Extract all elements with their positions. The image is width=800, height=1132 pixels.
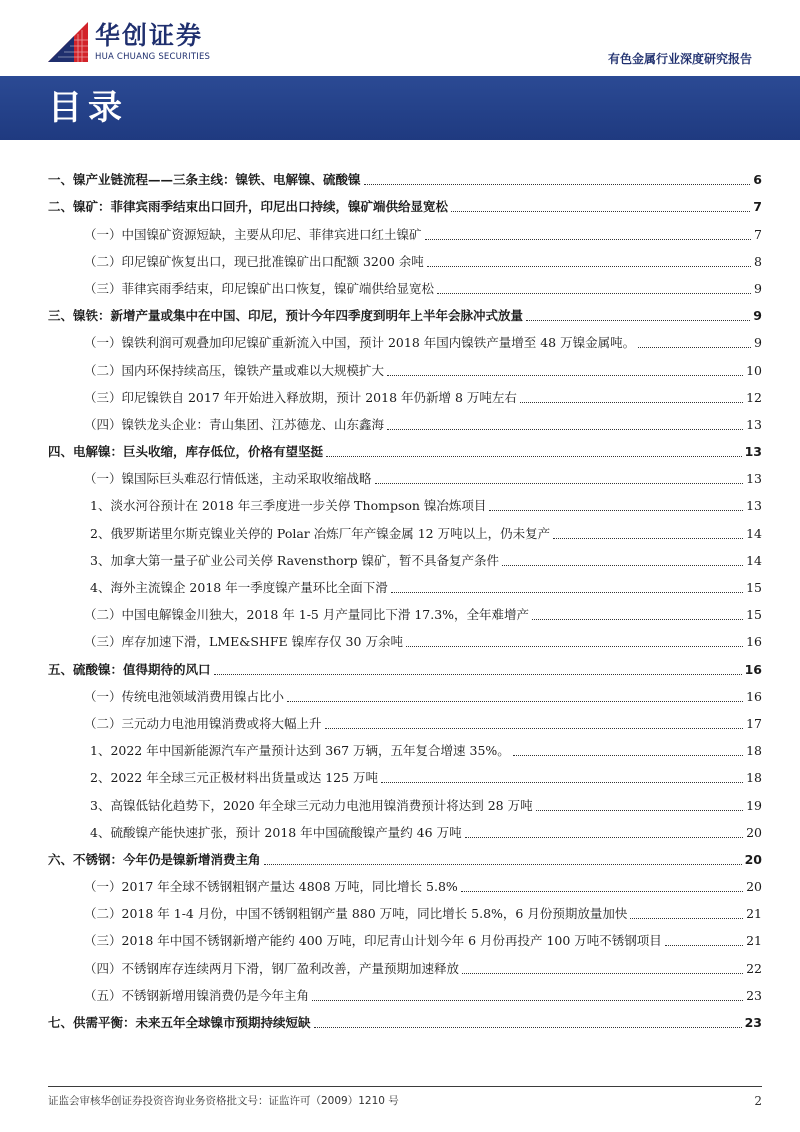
toc-entry-title: 1、淡水河谷预计在 2018 年三季度进一步关停 Thompson 镍冶炼项目 (90, 498, 487, 514)
toc-entry-page: 8 (754, 253, 762, 269)
toc-entry-page: 13 (744, 444, 762, 460)
toc-entry-page: 18 (746, 743, 762, 759)
toc-entry[interactable] (48, 626, 762, 653)
toc-entry-title: （一）2017 年全球不锈钢粗钢产量达 4808 万吨，同比增长 5.8% (84, 879, 458, 895)
toc-leader-dots (513, 755, 743, 756)
toc-leader-dots (553, 538, 743, 539)
toc-entry-page: 9 (754, 335, 762, 351)
toc-leader-dots (451, 211, 750, 212)
toc-leader-dots (532, 619, 743, 620)
toc-entry-title: 3、高镍低钴化趋势下，2020 年全球三元动力电池用镍消费预计将达到 28 万吨 (90, 797, 533, 813)
toc-leader-dots (665, 945, 743, 946)
toc-entry-title: （二）三元动力电池用镍消费或将大幅上升 (84, 715, 322, 731)
toc-entry[interactable] (48, 708, 762, 735)
toc-leader-dots (465, 837, 744, 838)
toc-entry[interactable] (48, 653, 762, 680)
title-banner (0, 76, 800, 140)
toc-entry-title: 七、供需平衡：未来五年全球镍市预期持续短缺 (48, 1015, 311, 1030)
toc-entry-page: 13 (746, 471, 762, 487)
toc-leader-dots (325, 728, 744, 729)
toc-entry-page: 7 (754, 226, 762, 242)
toc-entry-page: 18 (746, 770, 762, 786)
footer-disclaimer: 证监会审核华创证券投资咨询业务资格批文号：证监许可（2009）1210 号 (48, 1095, 399, 1107)
toc-entry-title: （一）镍铁利润可观叠加印尼镍矿重新流入中国，预计 2018 年国内镍铁产量增至 48 万镍金属吨。 (84, 335, 636, 351)
toc-leader-dots (287, 701, 743, 702)
toc-entry-page: 16 (746, 634, 762, 650)
huachuang-logo-icon (48, 22, 88, 62)
toc-entry[interactable] (48, 164, 762, 191)
toc-entry[interactable] (48, 681, 762, 708)
toc-entry[interactable] (48, 490, 762, 517)
toc-entry-page: 10 (746, 362, 762, 378)
toc-entry[interactable] (48, 844, 762, 871)
toc-entry-page: 22 (746, 960, 762, 976)
toc-entry-title: 三、镍铁：新增产量或集中在中国、印尼，预计今年四季度到明年上半年会脉冲式放量 (48, 308, 524, 324)
toc-entry[interactable] (48, 789, 762, 816)
toc-entry-title: （三）菲律宾雨季结束，印尼镍矿出口恢复，镍矿端供给显宽松 (84, 280, 435, 296)
toc-entry[interactable] (48, 273, 762, 300)
page-header (0, 0, 800, 76)
toc-entry-page: 20 (746, 824, 762, 840)
toc-entry-title: 五、硫酸镍：值得期待的风口 (48, 661, 211, 677)
toc-entry-title: （一）中国镍矿资源短缺，主要从印尼、菲律宾进口红土镍矿 (84, 226, 422, 242)
toc-entry[interactable] (48, 871, 762, 898)
toc-entry[interactable] (48, 925, 762, 952)
toc-entry[interactable] (48, 382, 762, 409)
toc-entry-page: 19 (746, 797, 762, 813)
toc-leader-dots (462, 973, 743, 974)
toc-entry-page: 7 (753, 199, 762, 215)
toc-leader-dots (326, 456, 742, 457)
toc-entry[interactable] (48, 735, 762, 762)
toc-entry-title: 2、2022 年全球三元正极材料出货量或达 125 万吨 (90, 770, 379, 786)
toc-entry-page: 20 (746, 879, 762, 895)
toc-entry-page: 16 (744, 661, 762, 677)
toc-entry-title: （四）不锈钢库存连续两月下滑，钢厂盈利改善，产量预期加速释放 (84, 960, 460, 976)
toc-entry-title: （二）中国电解镍金川独大，2018 年 1-5 月产量同比下滑 17.3%，全年难增产 (84, 607, 530, 623)
toc-entry-title: （四）镍铁龙头企业：青山集团、江苏德龙、山东鑫海 (84, 416, 385, 432)
toc-entry[interactable] (48, 898, 762, 925)
toc-entry-title: （三）印尼镍铁自 2017 年开始进入释放期，预计 2018 年仍新增 8 万吨左右 (84, 389, 517, 405)
footer-divider (48, 1086, 762, 1087)
toc-entry-title: 4、海外主流镍企 2018 年一季度镍产量环比全面下滑 (90, 580, 388, 595)
toc-leader-dots (437, 293, 751, 294)
toc-leader-dots (489, 510, 743, 511)
toc-entry-page: 14 (746, 552, 762, 568)
toc-leader-dots (461, 891, 743, 892)
toc-leader-dots (502, 565, 743, 566)
toc-entry[interactable] (48, 327, 762, 354)
toc-entry[interactable] (48, 436, 762, 463)
toc-entry[interactable] (48, 817, 762, 844)
toc-leader-dots (638, 347, 751, 348)
toc-entry-title: （三）2018 年中国不锈钢新增产能约 400 万吨，印尼青山计划今年 6 月份再投产 100 万吨不锈钢项目 (84, 933, 662, 949)
toc-entry[interactable] (48, 1007, 762, 1034)
toc-entry-title: 1、2022 年中国新能源汽车产量预计达到 367 万辆，五年复合增速 35%。 (90, 743, 510, 759)
toc-entry-page: 17 (746, 715, 762, 731)
toc-leader-dots (312, 1000, 743, 1001)
toc-leader-dots (526, 320, 750, 321)
toc-leader-dots (214, 674, 742, 675)
page-title: 目录 (48, 88, 128, 128)
toc-entry-page: 6 (753, 172, 762, 188)
toc-entry-title: 4、硫酸镍产能快速扩张，预计 2018 年中国硫酸镍产量约 46 万吨 (90, 824, 462, 840)
brand-name-en: HUA CHUANG SECURITIES (95, 52, 211, 62)
toc-entry[interactable] (48, 980, 762, 1007)
toc-entry-page: 9 (753, 308, 762, 324)
report-type: 有色金属行业深度研究报告 (607, 52, 752, 66)
toc-entry-page: 9 (754, 280, 762, 296)
toc-entry-title: （二）2018 年 1-4 月份，中国不锈钢粗钢产量 880 万吨，同比增长 5.8%，6 月份预期放量加快 (84, 906, 628, 922)
toc-entry-title: 一、镍产业链流程——三条主线：镍铁、电解镍、硫酸镍 (48, 172, 361, 188)
toc-entry-title: 二、镍矿：菲律宾雨季结束出口回升，印尼出口持续，镍矿端供给显宽松 (48, 199, 449, 215)
toc-entry-page: 23 (744, 1015, 762, 1030)
table-of-contents (48, 164, 762, 1034)
toc-leader-dots (381, 782, 743, 783)
toc-entry-title: （二）国内环保持续高压，镍铁产量或难以大规模扩大 (84, 362, 385, 378)
toc-leader-dots (264, 864, 742, 865)
toc-entry[interactable] (48, 762, 762, 789)
toc-leader-dots (391, 592, 743, 593)
toc-entry-page: 15 (746, 607, 762, 623)
toc-entry-title: 3、加拿大第一量子矿业公司关停 Ravensthorp 镍矿，暂不具备复产条件 (90, 552, 500, 568)
toc-entry[interactable] (48, 463, 762, 490)
toc-entry-title: （二）印尼镍矿恢复出口，现已批准镍矿出口配额 3200 余吨 (84, 253, 424, 269)
toc-entry[interactable] (48, 952, 762, 979)
toc-entry-page: 12 (746, 389, 762, 405)
toc-entry[interactable] (48, 191, 762, 218)
brand-name-cn: 华创证券 (95, 21, 204, 50)
toc-leader-dots (536, 810, 744, 811)
toc-entry[interactable] (48, 599, 762, 626)
toc-entry[interactable] (48, 300, 762, 327)
toc-entry-page: 21 (746, 933, 762, 949)
toc-leader-dots (406, 646, 743, 647)
toc-entry-page: 21 (746, 906, 762, 922)
toc-entry[interactable] (48, 354, 762, 381)
toc-leader-dots (314, 1027, 742, 1028)
toc-entry[interactable] (48, 572, 762, 599)
toc-leader-dots (630, 918, 743, 919)
toc-entry-title: （一）传统电池领域消费用镍占比小 (84, 688, 285, 704)
toc-entry-title: 四、电解镍：巨头收缩，库存低位，价格有望坚挺 (48, 444, 324, 460)
toc-entry[interactable] (48, 246, 762, 273)
toc-leader-dots (427, 266, 751, 267)
toc-leader-dots (375, 483, 744, 484)
toc-entry[interactable] (48, 409, 762, 436)
toc-leader-dots (387, 429, 743, 430)
toc-entry-page: 16 (746, 688, 762, 704)
toc-entry[interactable] (48, 517, 762, 544)
toc-entry-page: 13 (746, 498, 762, 514)
toc-entry-title: （一）镍国际巨头难忍行情低迷，主动采取收缩战略 (84, 471, 372, 487)
toc-entry[interactable] (48, 218, 762, 245)
toc-entry-title: 六、不锈钢：今年仍是镍新增消费主角 (48, 851, 261, 867)
toc-entry-page: 14 (746, 525, 762, 541)
toc-entry-title: （五）不锈钢新增用镍消费仍是今年主角 (84, 987, 310, 1003)
toc-leader-dots (425, 239, 752, 240)
toc-entry-title: （三）库存加速下滑，LME&SHFE 镍库存仅 30 万余吨 (84, 634, 403, 650)
toc-entry-page: 23 (746, 987, 762, 1003)
toc-entry-page: 13 (746, 416, 762, 432)
toc-entry[interactable] (48, 545, 762, 572)
toc-entry-title: 2、俄罗斯诺里尔斯克镍业关停的 Polar 冶炼厂年产镍金属 12 万吨以上，仍未复产 (90, 525, 551, 541)
toc-leader-dots (387, 375, 743, 376)
toc-leader-dots (520, 402, 743, 403)
page-number: 2 (754, 1094, 762, 1108)
toc-entry-page: 15 (746, 580, 762, 595)
toc-leader-dots (364, 184, 751, 185)
toc-entry-page: 20 (744, 851, 762, 867)
